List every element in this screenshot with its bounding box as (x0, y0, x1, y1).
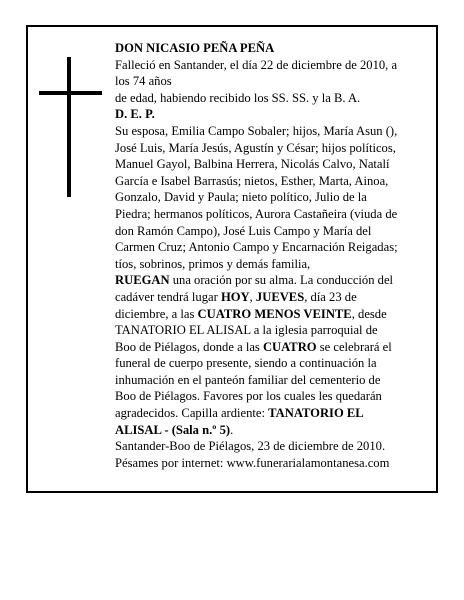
text-run: una oración por su alma. La conducción del (169, 273, 394, 288)
text-run: funeral de cuerpo presente, siendo a continuación la (115, 356, 377, 371)
bold-text: ALISAL - (Sala n.º 5) (115, 422, 231, 437)
text-run: , día 23 de (304, 289, 357, 304)
obituary-line (115, 140, 425, 157)
obituary-line (115, 438, 425, 455)
text-run: Gonzalo, David y Paula; nieto político, Julio de la (115, 190, 367, 205)
bold-text: CUATRO MENOS VEINTE (197, 306, 352, 321)
obituary-line (115, 189, 425, 206)
text-run: Falleció en Santander, el día 22 de diciembre de 2010, a (115, 57, 398, 72)
obituary-line (115, 388, 425, 405)
obituary-line (115, 455, 425, 472)
text-run: TANATORIO EL ALISAL a la iglesia parroquial de (115, 323, 378, 338)
obituary-text (115, 40, 425, 471)
obituary-line (115, 422, 425, 439)
obituary-line (115, 339, 425, 356)
text-run: de edad, habiendo recibido los SS. SS. y la B. A. (115, 90, 361, 105)
text-run: Carmen Cruz; Antonio Campo y Encarnación Reigadas; (115, 240, 398, 255)
text-run: diciembre, a las (115, 306, 198, 321)
text-run: Santander-Boo de Piélagos, 23 de diciembre de 2010. (115, 439, 386, 454)
bold-text: D. E. P. (115, 107, 155, 122)
text-run: inhumación en el panteón familiar del cementerio de (115, 372, 381, 387)
obituary-line (115, 90, 425, 107)
obituary-line (115, 322, 425, 339)
bold-text: RUEGAN (115, 273, 170, 288)
obituary-line (115, 256, 425, 273)
text-run: tíos, sobrinos, primos y demás familia, (115, 256, 311, 271)
text-run: José Luis, María Jesús, Agustín y César; hijos políticos, (115, 140, 396, 155)
obituary-line (115, 405, 425, 422)
text-run: Boo de Piélagos, donde a las (115, 339, 263, 354)
obituary-line (115, 223, 425, 240)
text-run: , (249, 289, 256, 304)
text-run: Manuel Gayol, Balbina Herrera, Nicolás Calvo, Natalí (115, 157, 390, 172)
obituary-line (115, 57, 425, 74)
text-run: Boo de Piélagos. Favores por los cuales les quedarán (115, 389, 382, 404)
obituary-line (115, 206, 425, 223)
bold-text: TANATORIO EL (268, 406, 364, 421)
text-run: don Ramón Campo), José Luis Campo y María del (115, 223, 372, 238)
text-run: cadáver tendrá lugar (115, 289, 221, 304)
bold-text: HOY (220, 289, 250, 304)
obituary-line (115, 106, 425, 123)
text-run: Pésames por internet: www.funerarialamontanesa.com (115, 455, 390, 470)
obituary-line (115, 123, 425, 140)
text-run: los 74 años (115, 74, 172, 89)
bold-text: JUEVES (255, 289, 305, 304)
obituary-line (115, 372, 425, 389)
obituary-line (115, 73, 425, 90)
text-run: , desde (351, 306, 387, 321)
text-run: agradecidos. Capilla ardiente: (115, 406, 269, 421)
text-run: se celebrará el (316, 339, 392, 354)
obituary-line (115, 289, 425, 306)
obituary-line (115, 306, 425, 323)
obituary-line (115, 173, 425, 190)
deceased-name: DON NICASIO PEÑA PEÑA (115, 41, 275, 55)
obituary-line (115, 272, 425, 289)
obituary-frame (26, 25, 438, 493)
obituary-line (115, 239, 425, 256)
text-run: . (230, 422, 234, 437)
obituary-line (115, 355, 425, 372)
obituary-body (115, 57, 425, 472)
text-run: Piedra; hermanos políticos, Aurora Castañeira (viuda de (115, 206, 398, 221)
bold-text: CUATRO (262, 339, 317, 354)
obituary-line (115, 156, 425, 173)
text-run: Su esposa, Emilia Campo Sobaler; hijos, María Asun (), (115, 123, 398, 138)
text-run: García e Isabel Barrasús; nietos, Esther, Marta, Ainoa, (115, 173, 389, 188)
